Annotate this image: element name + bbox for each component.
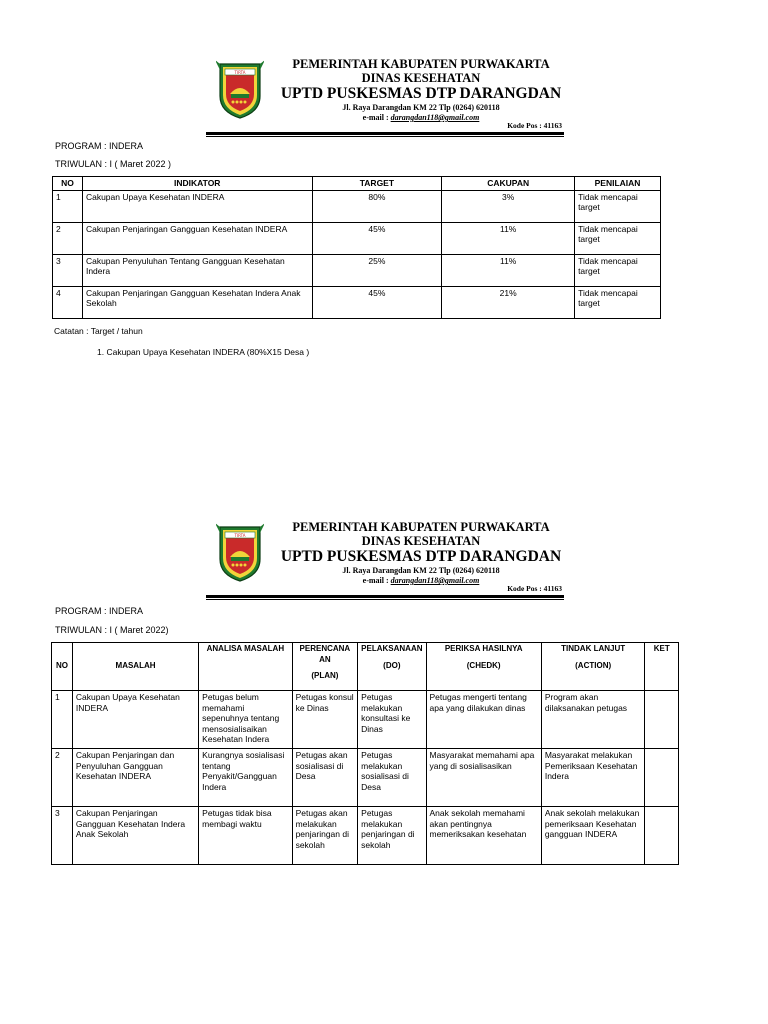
letterhead-rule (206, 595, 564, 598)
indicator-table (52, 176, 661, 319)
cell-no: 1 (52, 691, 73, 749)
table-row (52, 807, 679, 865)
cell-do: Petugas melakukan penjaringan di sekolah (358, 807, 426, 865)
letterhead-line2: DINAS KESEHATAN (361, 71, 481, 85)
kode-pos: Kode Pos : 41163 (507, 121, 562, 130)
cell-ket (645, 749, 679, 807)
note-item: 1. Cakupan Upaya Kesehatan INDERA (80%X15 Desa ) (97, 347, 310, 357)
purwakarta-crest-icon (216, 60, 264, 120)
letterhead-rule (206, 132, 564, 135)
header-action-sub: (ACTION) (575, 660, 612, 670)
cell-no: 2 (53, 222, 83, 254)
cell-action: Masyarakat melakukan Pemeriksaan Kesehatan Indera (541, 749, 645, 807)
cell-analisa: Kurangnya sosialisasi tentang Penyakit/Gangguan Indera (199, 749, 292, 807)
table-row (53, 190, 661, 222)
letterhead-rule-thin (206, 599, 564, 600)
header-action (541, 643, 645, 691)
header-masalah: MASALAH (72, 643, 198, 691)
cell-plan: Petugas konsul ke Dinas (292, 691, 358, 749)
table-row (53, 286, 661, 318)
cell-no: 3 (52, 807, 73, 865)
table-header-row (53, 177, 661, 191)
cell-penilaian: Tidak mencapai target (575, 190, 661, 222)
email-link[interactable]: darangdan118@gmail.com (390, 576, 480, 585)
letterhead-line1: PEMERINTAH KABUPATEN PURWAKARTA (292, 57, 550, 71)
catatan-text: Catatan : Target / tahun (54, 326, 143, 336)
cell-check: Petugas mengerti tentang apa yang dilakukan dinas (426, 691, 541, 749)
cell-masalah: Cakupan Penjaringan dan Penyuluhan Gangguan Kesehatan INDERA (72, 749, 198, 807)
cell-cakupan: 21% (442, 286, 575, 318)
triwulan-label: TRIWULAN : I ( Maret 2022) (55, 625, 169, 635)
letterhead-line2: DINAS KESEHATAN (361, 534, 481, 548)
letterhead-address: Jl. Raya Darangdan KM 22 Tlp (0264) 620118 (342, 566, 500, 575)
header-action-title: TINDAK LANJUT (561, 644, 626, 653)
header-no: NO (53, 177, 83, 191)
header-cakupan: CAKUPAN (442, 177, 575, 191)
pdca-table (51, 642, 679, 865)
cell-penilaian: Tidak mencapai target (575, 254, 661, 286)
letterhead (214, 520, 574, 602)
logo-banner-text: TIRTA (234, 533, 246, 538)
table-row (53, 222, 661, 254)
triwulan-label: TRIWULAN : I ( Maret 2022 ) (55, 159, 172, 169)
header-plan-sub: (PLAN) (311, 671, 339, 680)
cell-no: 3 (53, 254, 83, 286)
header-do-title: PELAKSANAAN (361, 644, 423, 653)
cell-no: 4 (53, 286, 83, 318)
header-analisa: ANALISA MASALAH (199, 643, 292, 691)
cell-no: 1 (53, 190, 83, 222)
letterhead-text (276, 520, 566, 586)
header-check (426, 643, 541, 691)
cell-ket (645, 807, 679, 865)
letterhead-line1: PEMERINTAH KABUPATEN PURWAKARTA (292, 520, 550, 534)
cell-check: Anak sekolah memahami akan pentingnya memeriksakan kesehatan (426, 807, 541, 865)
email-label: e-mail : (362, 113, 391, 122)
table-header-row (52, 643, 679, 691)
cell-do: Petugas melakukan konsultasi ke Dinas (358, 691, 426, 749)
cell-check: Masyarakat memahami apa yang di sosialisasikan (426, 749, 541, 807)
cell-indikator: Cakupan Penjaringan Gangguan Kesehatan Indera Anak Sekolah (82, 286, 312, 318)
header-plan-title: PERENCANA AN (299, 644, 351, 664)
letterhead-line3: UPTD PUSKESMAS DTP DARANGDAN (280, 85, 562, 102)
cell-indikator: Cakupan Upaya Kesehatan INDERA (82, 190, 312, 222)
cell-target: 45% (312, 286, 442, 318)
letterhead-text (276, 57, 566, 123)
table-row (52, 691, 679, 749)
program-label: PROGRAM : INDERA (55, 141, 144, 151)
logo-banner-text: TIRTA (234, 70, 246, 75)
cell-analisa: Petugas tidak bisa membagi waktu (199, 807, 292, 865)
cell-cakupan: 11% (442, 222, 575, 254)
header-plan (292, 643, 358, 691)
cell-do: Petugas melakukan sosialisasi di Desa (358, 749, 426, 807)
cell-action: Anak sekolah melakukan pemeriksaan Kesehatan gangguan INDERA (541, 807, 645, 865)
cell-masalah: Cakupan Penjaringan Gangguan Kesehatan Indera Anak Sekolah (72, 807, 198, 865)
cell-indikator: Cakupan Penyuluhan Tentang Gangguan Kesehatan Indera (82, 254, 312, 286)
header-do (358, 643, 426, 691)
cell-action: Program akan dilaksanakan petugas (541, 691, 645, 749)
header-indikator: INDIKATOR (82, 177, 312, 191)
letterhead-rule-thin (206, 136, 564, 137)
header-target: TARGET (312, 177, 442, 191)
table-row (53, 254, 661, 286)
cell-cakupan: 11% (442, 254, 575, 286)
table-row (52, 749, 679, 807)
cell-ket (645, 691, 679, 749)
cell-target: 25% (312, 254, 442, 286)
cell-no: 2 (52, 749, 73, 807)
cell-plan: Petugas akan sosialisasi di Desa (292, 749, 358, 807)
letterhead (214, 57, 574, 139)
cell-target: 80% (312, 190, 442, 222)
letterhead-address: Jl. Raya Darangdan KM 22 Tlp (0264) 620118 (342, 103, 500, 112)
header-ket: KET (645, 643, 679, 691)
header-penilaian: PENILAIAN (575, 177, 661, 191)
purwakarta-crest-icon (216, 523, 264, 583)
cell-penilaian: Tidak mencapai target (575, 286, 661, 318)
header-no: NO (52, 643, 73, 691)
cell-target: 45% (312, 222, 442, 254)
header-do-sub: (DO) (383, 660, 401, 670)
kode-pos: Kode Pos : 41163 (507, 584, 562, 593)
letterhead-line3: UPTD PUSKESMAS DTP DARANGDAN (280, 548, 562, 565)
email-link[interactable]: darangdan118@gmail.com (390, 113, 480, 122)
header-check-title: PERIKSA HASILNYA (444, 644, 523, 653)
email-label: e-mail : (362, 576, 391, 585)
cell-cakupan: 3% (442, 190, 575, 222)
cell-analisa: Petugas belum memahami sepenuhnya tentang mensosialisaikan Kesehatan Indera (199, 691, 292, 749)
header-check-sub: (CHEDK) (466, 660, 501, 670)
program-label: PROGRAM : INDERA (55, 606, 144, 616)
cell-penilaian: Tidak mencapai target (575, 222, 661, 254)
cell-indikator: Cakupan Penjaringan Gangguan Kesehatan INDERA (82, 222, 312, 254)
cell-plan: Petugas akan melakukan penjaringan di sekolah (292, 807, 358, 865)
cell-masalah: Cakupan Upaya Kesehatan INDERA (72, 691, 198, 749)
